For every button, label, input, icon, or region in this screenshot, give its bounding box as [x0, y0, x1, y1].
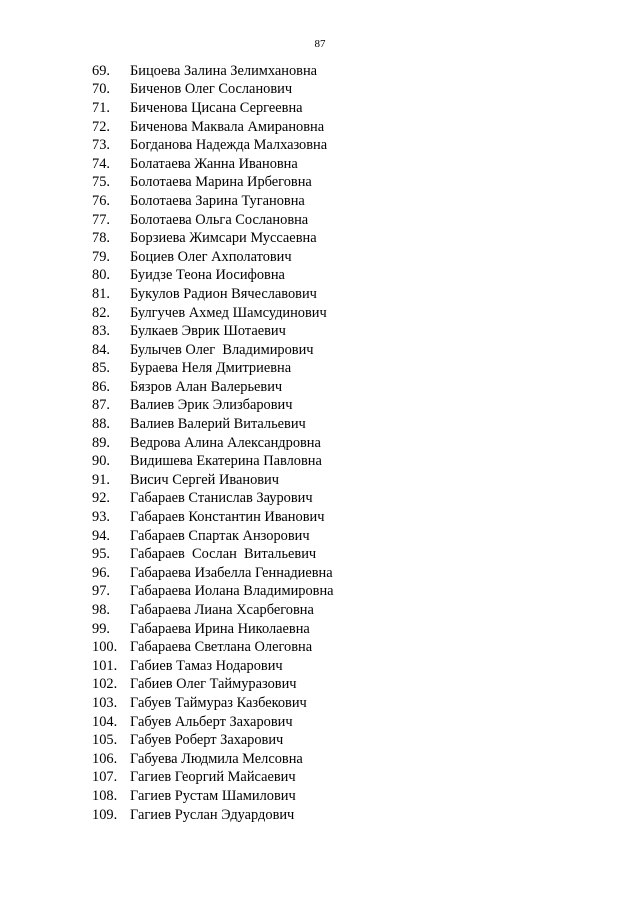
item-number: 106.: [92, 750, 118, 767]
item-number: 91.: [92, 471, 110, 488]
item-number: 78.: [92, 230, 110, 247]
item-name: Габиев Олег Таймуразович: [130, 676, 297, 693]
list-item: [0, 806, 334, 825]
item-name: Булычев Олег Владимирович: [130, 341, 314, 358]
list-item: [0, 378, 334, 397]
list-item: [0, 583, 334, 602]
list-item: [0, 676, 334, 695]
item-name: Бураева Неля Дмитриевна: [130, 360, 292, 377]
item-name: Габуев Роберт Захарович: [130, 732, 284, 749]
item-name: Габиев Тамаз Нодарович: [130, 657, 283, 674]
list-item: [0, 304, 334, 323]
list-item: [0, 694, 334, 713]
item-number: 72.: [92, 118, 110, 135]
list-item: [0, 81, 334, 100]
list-item: [0, 545, 334, 564]
item-name: Габараева Светлана Олеговна: [130, 639, 313, 656]
list-item: [0, 360, 334, 379]
list-item: [0, 657, 334, 676]
list-item: [0, 62, 334, 81]
list-item: [0, 508, 334, 527]
item-number: 103.: [92, 694, 118, 711]
item-name: Габуева Людмила Мелсовна: [130, 750, 303, 767]
item-name: Болотаева Ольга Сослановна: [130, 211, 309, 228]
item-name: Булгучев Ахмед Шамсудинович: [130, 304, 327, 321]
item-number: 77.: [92, 211, 110, 228]
item-name: Габараев Константин Иванович: [130, 509, 325, 526]
item-number: 104.: [92, 713, 118, 730]
item-number: 76.: [92, 192, 110, 209]
list-item: [0, 731, 334, 750]
item-number: 88.: [92, 416, 110, 433]
item-name: Богданова Надежда Малхазовна: [130, 137, 328, 154]
item-name: Видишева Екатерина Павловна: [130, 453, 322, 470]
list-item: [0, 118, 334, 137]
item-number: 109.: [92, 806, 118, 823]
list-item: [0, 211, 334, 230]
item-number: 90.: [92, 453, 110, 470]
list-item: [0, 769, 334, 788]
list-item: [0, 620, 334, 639]
item-number: 86.: [92, 378, 110, 395]
item-name: Болотаева Марина Ирбеговна: [130, 174, 312, 191]
item-number: 89.: [92, 434, 110, 451]
item-name: Висич Сергей Иванович: [130, 471, 279, 488]
item-number: 73.: [92, 137, 110, 154]
item-name: Гагиев Георгий Майсаевич: [130, 769, 296, 786]
list-item: [0, 341, 334, 360]
item-number: 108.: [92, 787, 118, 804]
item-number: 97.: [92, 583, 110, 600]
list-item: [0, 99, 334, 118]
list-item: [0, 713, 334, 732]
item-number: 96.: [92, 564, 110, 581]
name-list: [0, 62, 334, 824]
item-name: Валиев Валерий Витальевич: [130, 416, 306, 433]
item-number: 101.: [92, 657, 118, 674]
item-name: Болатаева Жанна Ивановна: [130, 155, 298, 172]
item-number: 93.: [92, 509, 110, 526]
item-number: 87.: [92, 397, 110, 414]
item-name: Габуев Таймураз Казбекович: [130, 694, 307, 711]
item-number: 75.: [92, 174, 110, 191]
list-item: [0, 750, 334, 769]
item-number: 98.: [92, 602, 110, 619]
item-number: 100.: [92, 639, 118, 656]
list-item: [0, 267, 334, 286]
item-name: Бязров Алан Валерьевич: [130, 378, 283, 395]
item-number: 80.: [92, 267, 110, 284]
item-number: 70.: [92, 81, 110, 98]
item-number: 79.: [92, 248, 110, 265]
list-item: [0, 564, 334, 583]
item-name: Боциев Олег Ахполатович: [130, 248, 292, 265]
item-name: Валиев Эрик Элизбарович: [130, 397, 293, 414]
item-number: 102.: [92, 676, 118, 693]
item-name: Биченова Цисана Сергеевна: [130, 99, 303, 116]
item-name: Ведрова Алина Александровна: [130, 434, 321, 451]
list-item: [0, 787, 334, 806]
item-name: Буидзе Теона Иосифовна: [130, 267, 285, 284]
item-name: Букулов Радион Вячеславович: [130, 285, 317, 302]
list-item: [0, 192, 334, 211]
list-item: [0, 136, 334, 155]
item-name: Габараев Сослан Витальевич: [130, 546, 317, 563]
item-name: Габараева Изабелла Геннадиевна: [130, 564, 333, 581]
item-number: 85.: [92, 360, 110, 377]
list-item: [0, 452, 334, 471]
item-number: 74.: [92, 155, 110, 172]
item-number: 107.: [92, 769, 118, 786]
item-name: Габараева Ирина Николаевна: [130, 620, 310, 637]
item-name: Борзиева Жимсари Муссаевна: [130, 230, 317, 247]
list-item: [0, 471, 334, 490]
item-name: Габуев Альберт Захарович: [130, 713, 293, 730]
item-name: Биченова Маквала Амирановна: [130, 118, 325, 135]
item-number: 81.: [92, 285, 110, 302]
list-item: [0, 248, 334, 267]
item-number: 95.: [92, 546, 110, 563]
item-number: 94.: [92, 527, 110, 544]
item-number: 83.: [92, 323, 110, 340]
item-name: Биченов Олег Сосланович: [130, 81, 293, 98]
list-item: [0, 322, 334, 341]
item-name: Габараева Иолана Владимировна: [130, 583, 334, 600]
item-name: Габараев Станислав Заурович: [130, 490, 313, 507]
list-item: [0, 527, 334, 546]
list-item: [0, 174, 334, 193]
item-name: Габараева Лиана Хсарбеговна: [130, 602, 314, 619]
item-name: Бицоева Залина Зелимхановна: [130, 62, 318, 79]
item-name: Булкаев Эврик Шотаевич: [130, 323, 286, 340]
item-number: 69.: [92, 62, 110, 79]
list-item: [0, 434, 334, 453]
item-name: Гагиев Рустам Шамилович: [130, 787, 296, 804]
list-item: [0, 601, 334, 620]
page-number: 87: [314, 38, 326, 50]
list-item: [0, 285, 334, 304]
list-item: [0, 490, 334, 509]
item-number: 71.: [92, 99, 110, 116]
list-item: [0, 397, 334, 416]
item-number: 84.: [92, 341, 110, 358]
list-item: [0, 415, 334, 434]
list-item: [0, 155, 334, 174]
item-name: Габараев Спартак Анзорович: [130, 527, 310, 544]
item-name: Гагиев Руслан Эдуардович: [130, 806, 295, 823]
item-number: 82.: [92, 304, 110, 321]
list-item: [0, 229, 334, 248]
item-number: 99.: [92, 620, 110, 637]
item-name: Болотаева Зарина Тугановна: [130, 192, 305, 209]
list-item: [0, 638, 334, 657]
item-number: 92.: [92, 490, 110, 507]
item-number: 105.: [92, 732, 118, 749]
